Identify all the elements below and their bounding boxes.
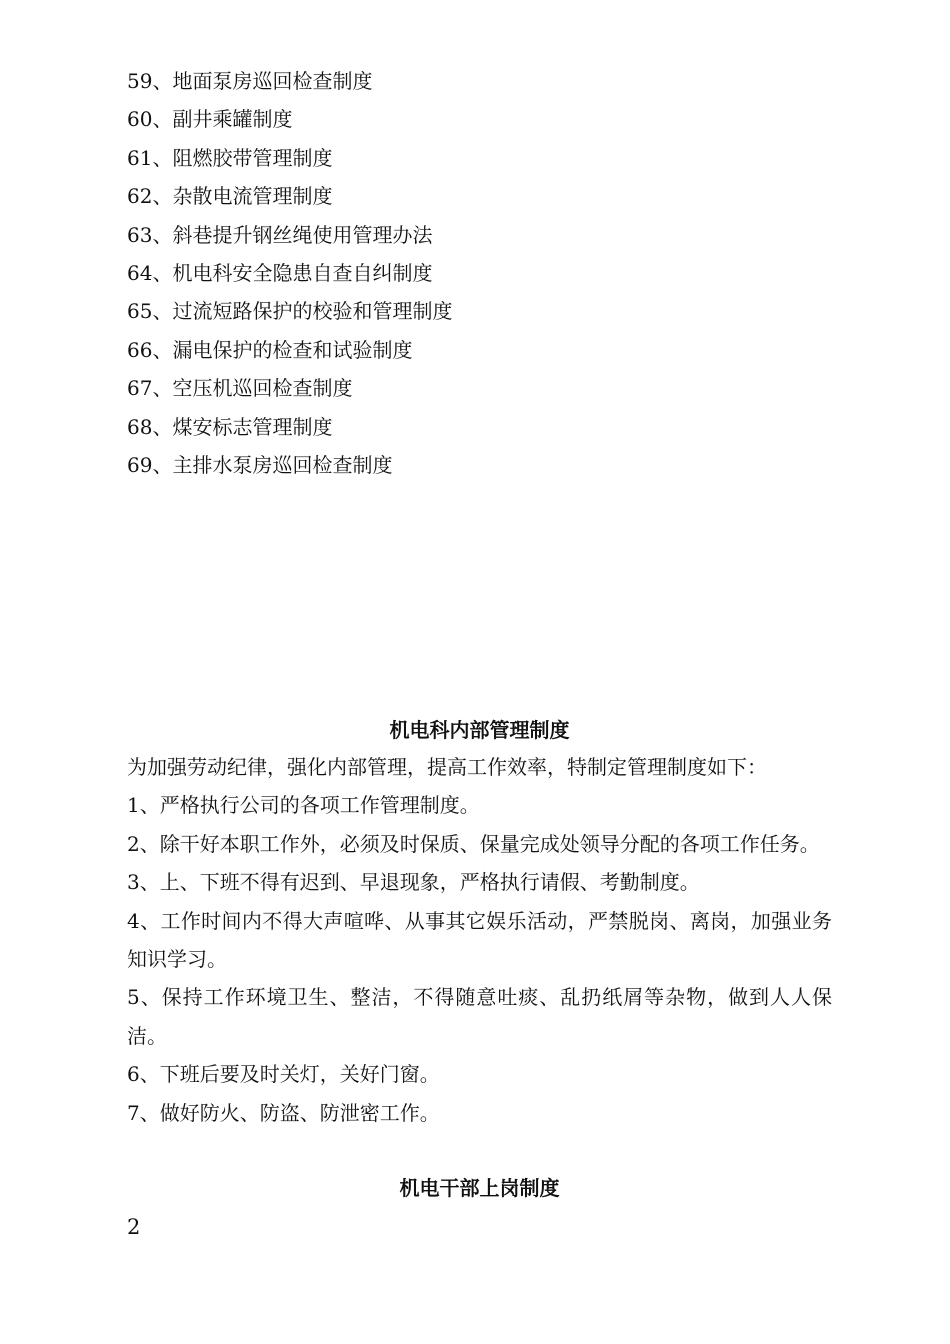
toc-list — [127, 62, 827, 484]
toc-item: 68、煤安标志管理制度 — [127, 414, 333, 439]
toc-item: 62、杂散电流管理制度 — [127, 184, 333, 209]
rule-paragraph: 6、下班后要及时关灯，关好门窗。 — [127, 1062, 440, 1087]
toc-item: 67、空压机巡回检查制度 — [127, 376, 353, 401]
rule-paragraph: 7、做好防火、防盗、防泄密工作。 — [127, 1100, 440, 1125]
rule-paragraph: 1、严格执行公司的各项工作管理制度。 — [127, 793, 480, 818]
toc-item: 66、漏电保护的检查和试验制度 — [127, 337, 413, 362]
rule-paragraph-intro: 为加强劳动纪律，强化内部管理，提高工作效率，特制定管理制度如下： — [127, 755, 767, 779]
rule-paragraph: 5、保持工作环境卫生、整洁，不得随意吐痰、乱扔纸屑等杂物，做到人人保洁。 — [127, 985, 832, 1048]
page-number: 2 — [127, 1215, 141, 1239]
toc-item: 59、地面泵房巡回检查制度 — [127, 69, 373, 93]
rule-paragraph: 2、除干好本职工作外，必须及时保质、保量完成处领导分配的各项工作任务。 — [127, 831, 820, 856]
section-title-cadre-duty: 机电干部上岗制度 — [399, 1176, 560, 1200]
internal-management-rules — [127, 748, 832, 1132]
toc-item: 65、过流短路保护的校验和管理制度 — [127, 299, 453, 324]
toc-item: 69、主排水泵房巡回检查制度 — [127, 452, 393, 477]
rule-paragraph: 3、上、下班不得有迟到、早退现象，严格执行请假、考勤制度。 — [127, 870, 700, 895]
section-title-internal-management: 机电科内部管理制度 — [389, 718, 570, 742]
toc-item: 61、阻燃胶带管理制度 — [127, 145, 333, 170]
rule-paragraph: 4、工作时间内不得大声喧哗、从事其它娱乐活动，严禁脱岗、离岗，加强业务知识学习。 — [127, 908, 832, 972]
toc-item: 60、副井乘罐制度 — [127, 107, 293, 132]
toc-item: 63、斜巷提升钢丝绳使用管理办法 — [127, 222, 433, 247]
toc-item: 64、机电科安全隐患自查自纠制度 — [127, 260, 433, 285]
